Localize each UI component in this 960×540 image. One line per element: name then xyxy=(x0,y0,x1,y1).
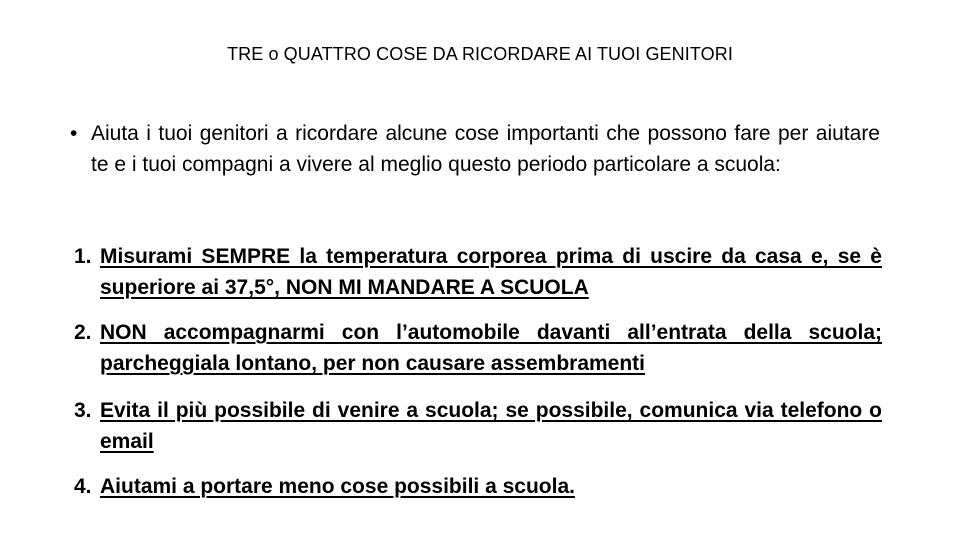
list-item-text: NON accompagnarmi con l’automobile davanti all’entrata della scuola; parcheggiala lontano, per non causare assembramenti xyxy=(100,321,882,375)
list-item-number: 2. xyxy=(74,321,92,344)
list-item-number: 4. xyxy=(74,475,92,498)
list-item-text: Evita il più possibile di venire a scuola; se possibile, comunica via telefono o email xyxy=(100,399,882,453)
list-item xyxy=(74,471,882,502)
intro-paragraph xyxy=(70,118,880,180)
list-item-number: 1. xyxy=(74,245,92,268)
list-item-number: 3. xyxy=(74,399,92,422)
bullet-icon: • xyxy=(70,122,78,145)
list-item-text: Misurami SEMPRE la temperatura corporea prima di uscire da casa e, se è superiore ai 37,5°, NON MI MANDARE A SCUOLA xyxy=(100,245,882,299)
slide-title: TRE o QUATTRO COSE DA RICORDARE AI TUOI GENITORI xyxy=(227,44,733,64)
intro-text: Aiuta i tuoi genitori a ricordare alcune cose importanti che possono fare per aiutare te e i tuoi compagni a vivere al meglio questo periodo particolare a scuola: xyxy=(91,122,880,176)
list-item xyxy=(74,395,882,457)
list-item xyxy=(74,317,882,379)
list-item xyxy=(74,241,882,303)
list-item-text: Aiutami a portare meno cose possibili a scuola. xyxy=(100,475,575,498)
